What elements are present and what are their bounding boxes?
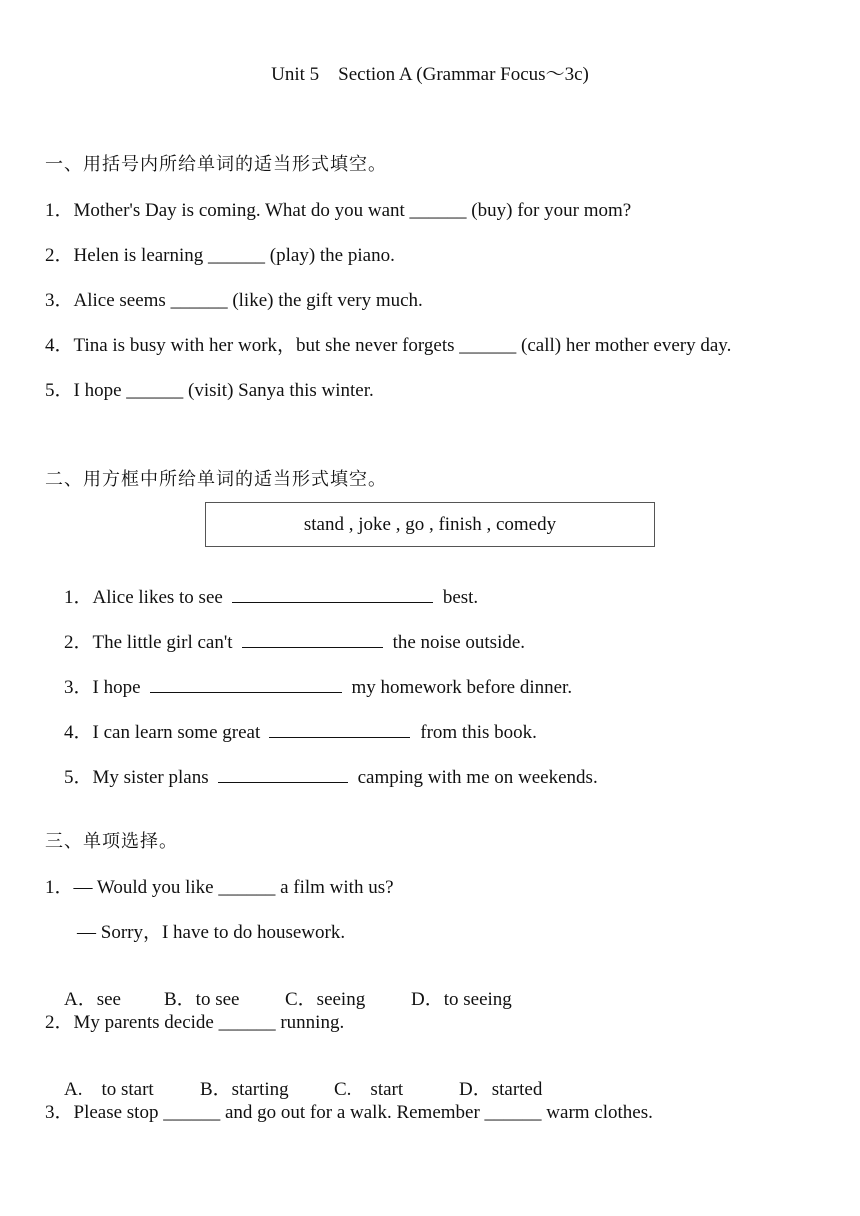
option-c[interactable]: C. start [334, 1079, 404, 1100]
answer-blank[interactable] [269, 719, 410, 738]
question-text: from this book. [420, 722, 537, 743]
question-text: 4．I can learn some great [64, 722, 261, 743]
word-box-text: stand , joke , go , finish , comedy [303, 513, 557, 535]
word-box [205, 502, 655, 547]
part3-question-2: 2．My parents decide ______ running. [45, 1012, 345, 1033]
answer-blank[interactable] [232, 584, 433, 603]
question-text: camping with me on weekends. [357, 767, 598, 788]
question-text: the noise outside. [392, 632, 526, 653]
part1-question-4: 4．Tina is busy with her work，but she never forgets ______ (call) her mother every day. [45, 335, 732, 356]
option-c[interactable]: C．seeing [285, 989, 366, 1010]
question-text: 2．The little girl can't [64, 632, 233, 653]
page-title: Unit 5 Section A (Grammar Focus～3c) [271, 64, 589, 85]
option-b[interactable]: B．to see [164, 989, 240, 1010]
answer-blank[interactable] [218, 764, 348, 783]
part2-question-5 [45, 742, 598, 811]
part2-heading: 二、用方框中所给单词的适当形式填空。 [45, 469, 387, 490]
part1-question-2: 2．Helen is learning ______ (play) the piano. [45, 245, 395, 266]
part3-question-3: 3．Please stop ______ and go out for a walk. Remember ______ warm clothes. [45, 1102, 653, 1123]
part1-question-5: 5．I hope ______ (visit) Sanya this winter. [45, 380, 374, 401]
answer-blank[interactable] [150, 674, 342, 693]
question-text: 1．Alice likes to see [64, 587, 223, 608]
question-text: 3．I hope [64, 677, 141, 698]
question-text: best. [442, 587, 479, 608]
option-a[interactable]: A．see [64, 989, 121, 1010]
part1-heading: 一、用括号内所给单词的适当形式填空。 [45, 154, 387, 175]
option-a[interactable]: A. to start [64, 1079, 154, 1100]
part3-question-1: 1．— Would you like ______ a film with us? [45, 877, 394, 898]
part3-heading: 三、单项选择。 [45, 831, 178, 852]
answer-blank[interactable] [242, 629, 383, 648]
part3-question-1-reply: — Sorry，I have to do housework. [77, 922, 346, 943]
question-text: 5．My sister plans [64, 767, 209, 788]
part1-question-3: 3．Alice seems ______ (like) the gift very much. [45, 290, 423, 311]
option-d[interactable]: D．started [459, 1079, 543, 1100]
option-b[interactable]: B．starting [200, 1079, 289, 1100]
option-d[interactable]: D．to seeing [411, 989, 512, 1010]
question-text: my homework before dinner. [351, 677, 573, 698]
part1-question-1: 1．Mother's Day is coming. What do you want ______ (buy) for your mom? [45, 200, 632, 221]
